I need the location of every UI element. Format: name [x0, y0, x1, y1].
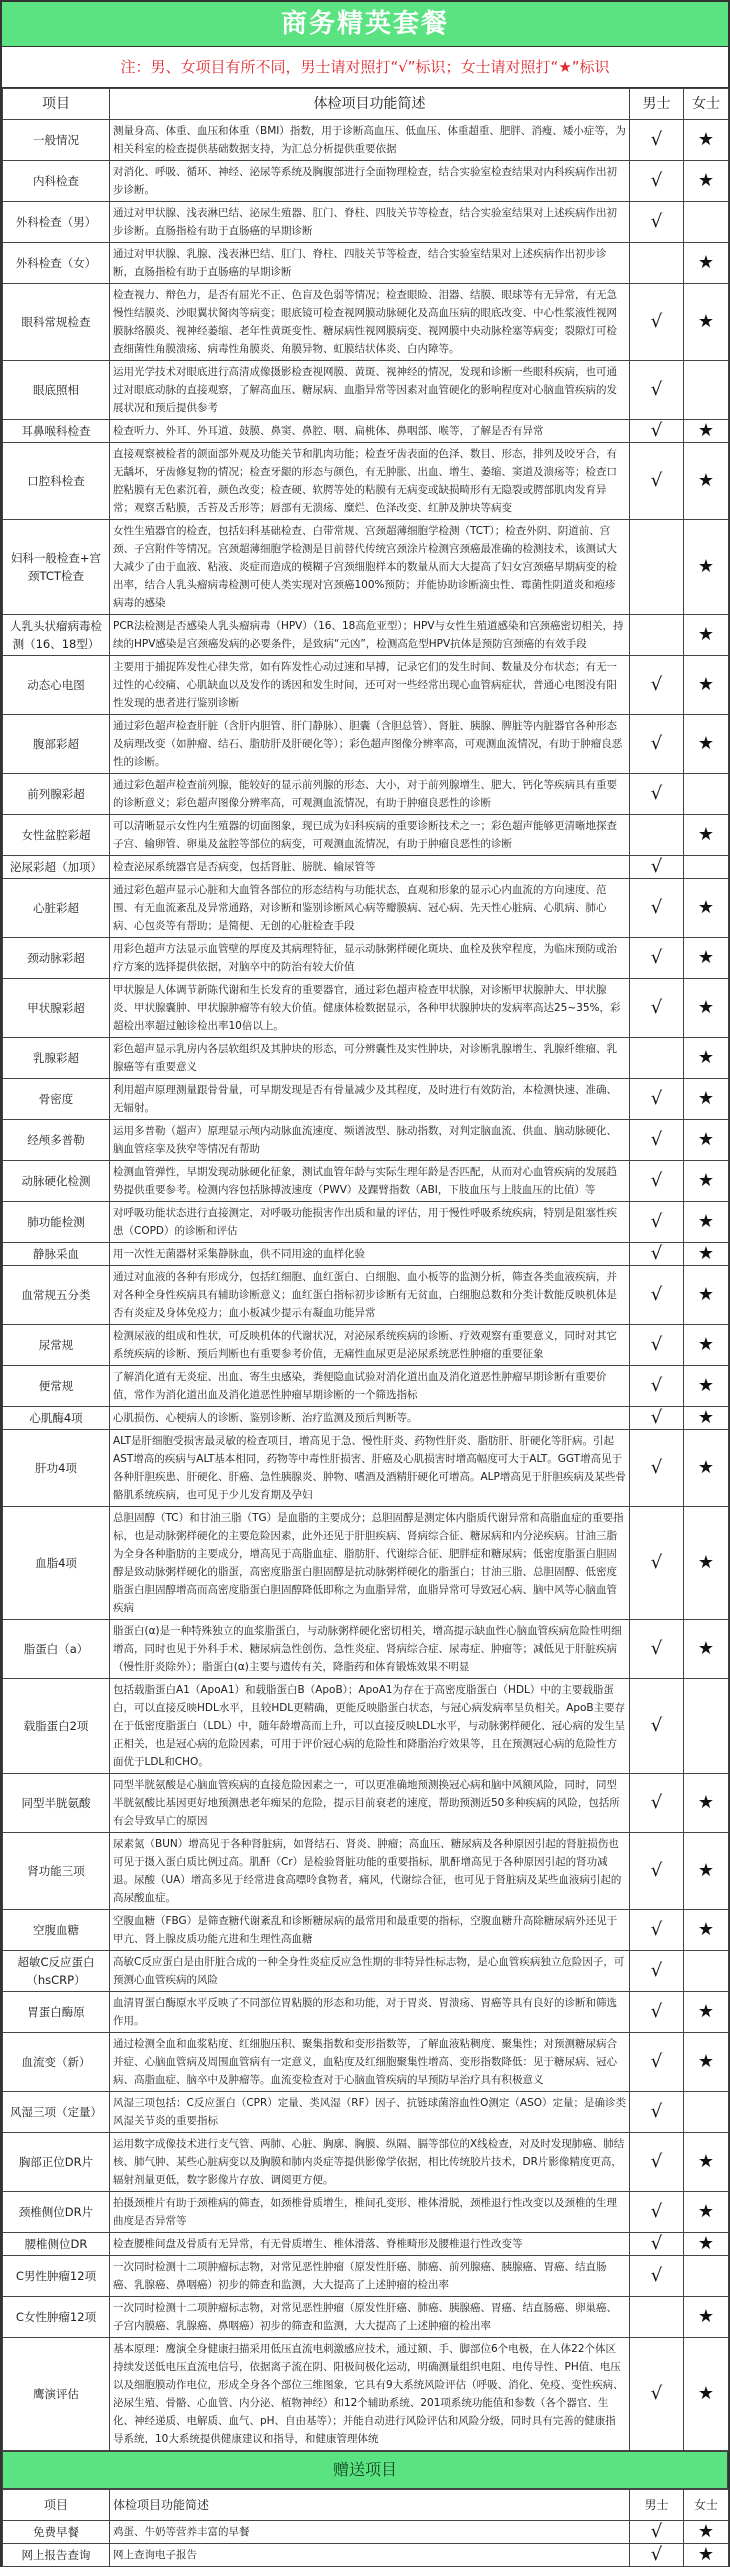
male-check-mark: √: [630, 2521, 684, 2544]
male-check-mark: √: [630, 1407, 684, 1430]
table-row: [3, 615, 729, 656]
table-row: [3, 361, 729, 420]
exam-item-name: 外科检查（女）: [3, 243, 110, 284]
male-check-mark: √: [630, 1325, 684, 1366]
male-check-mark: [630, 520, 684, 615]
female-star-mark: ★: [684, 2521, 729, 2544]
exam-item-desc: 通过对甲状腺、浅表淋巴结、泌尿生殖器、肛门、脊柱、四肢关节等检查，结合实验室结果对上述疾病作出初步诊断。直肠指检有助于直肠癌的早期诊断: [110, 202, 630, 243]
female-star-mark: ★: [684, 2233, 729, 2256]
exam-item-desc: 彩色超声显示乳房内各层软组织及其肿块的形态，可分辨囊性及实性肿块，对诊断乳腺增生、乳腺纤维瘤、乳腺癌等有重要意义: [110, 1038, 630, 1079]
exam-item-desc: 空腹血糖（FBG）是筛查糖代谢紊乱和诊断糖尿病的最常用和最重要的指标，空腹血糖升高除糖尿病外还见于甲亢、肾上腺皮质功能亢进和生理性高血糖: [110, 1910, 630, 1951]
exam-item-name: 免费早餐: [3, 2521, 110, 2544]
table-row: [3, 1951, 729, 1992]
exam-item-desc: 拍摄颈椎片有助于颈椎病的筛查，如颈椎骨质增生，椎间孔变形、椎体滑脱，颈椎退行性改变以及颈椎的生理曲度是否异常等: [110, 2192, 630, 2233]
exam-item-desc: 检测血管弹性，早期发现动脉硬化征象，测试血管年龄与实际生理年龄是否匹配，从而对心血管疾病的发展趋势提供重要参考。检测内容包括脉搏波速度（PWV）及踝臂指数（ABI，下肢血压与上肢血压的比值）等: [110, 1161, 630, 1202]
exam-item-desc: 检查听力、外耳、外耳道、鼓膜、鼻窦、鼻腔、咽、扁桃体、鼻咽部、喉等，了解是否有异常: [110, 420, 630, 443]
male-check-mark: √: [630, 2544, 684, 2567]
table-row: [3, 2338, 729, 2451]
exam-item-name: 脂蛋白（a）: [3, 1620, 110, 1679]
exam-item-desc: 通过对血液的各种有形成分，包括红细胞、血红蛋白、白细胞、血小板等的监测分析，筛查各类血液疾病，并对各种全身性疾病具有辅助诊断意义；血红蛋白指标初步诊断有无贫血，白细胞总数和分类计数能反映机体是否有炎症及身体免疫力；血小板减少提示有凝血功能异常: [110, 1266, 630, 1325]
female-star-mark: ★: [684, 420, 729, 443]
exam-item-desc: 了解消化道有无炎症、出血、寄生虫感染，粪便隐血试验对消化道出血及消化道恶性肿瘤早期诊断有重要价值，常作为消化道出血及消化道恶性肿瘤早期诊断的一个筛选指标: [110, 1366, 630, 1407]
exam-item-name: 腹部彩超: [3, 715, 110, 774]
exam-item-name: 血流变（新）: [3, 2033, 110, 2092]
exam-item-name: 便常规: [3, 1366, 110, 1407]
exam-item-desc: 运用光学技术对眼底进行高清成像摄影检查视网膜、黄斑、视神经的情况，发现和诊断一些眼科疾病，也可通过对眼底动脉的直接观察，了解高血压、糖尿病、血脂异常等因素对血管硬化的影响程度对心脑血管疾病的发展状况和预后提供参考: [110, 361, 630, 420]
table-row: [3, 715, 729, 774]
exam-item-desc: 通过彩色超声检查前列腺，能较好的显示前列腺的形态、大小，对于前列腺增生、肥大、钙化等疾病具有重要的诊断意义；彩色超声图像分辨率高，可观测血流情况，有助于肿瘤良恶性的诊断: [110, 774, 630, 815]
male-check-mark: √: [630, 1079, 684, 1120]
female-star-mark: ★: [684, 656, 729, 715]
male-check-mark: [630, 243, 684, 284]
exam-item-name: 肝功4项: [3, 1430, 110, 1507]
table-row: [3, 1992, 729, 2033]
male-check-mark: √: [630, 2033, 684, 2092]
male-check-mark: √: [630, 1910, 684, 1951]
female-star-mark: ★: [684, 161, 729, 202]
gift-table: [2, 2489, 729, 2567]
female-star-mark: ★: [684, 1325, 729, 1366]
exam-item-desc: 通过彩色超声检查肝脏（含肝内胆管、肝门静脉）、胆囊（含胆总管）、肾脏、胰腺、脾脏等内脏器官各种形态及病理改变（如肿瘤、结石、脂肪肝及肝硬化等）；彩色超声图像分辨率高，可观测血流情况，有助于肿瘤良恶性的诊断。: [110, 715, 630, 774]
header-male: 男士: [630, 89, 684, 120]
male-check-mark: √: [630, 161, 684, 202]
exam-item-name: 经颅多普勒: [3, 1120, 110, 1161]
female-star-mark: ★: [684, 2297, 729, 2338]
exam-item-name: 网上报告查询: [3, 2544, 110, 2567]
exam-item-desc: 一次同时检测十二项肿瘤标志物，对常见恶性肿瘤（原发性肝癌、肺癌、前列腺癌、胰腺癌、胃癌、结直肠癌、乳腺癌、鼻咽癌）初步的筛查和监测，大大提高了上述肿瘤的检出率: [110, 2256, 630, 2297]
exam-item-name: 一般情况: [3, 120, 110, 161]
gift-header-desc: 体检项目功能简述: [110, 2490, 630, 2521]
male-check-mark: √: [630, 1243, 684, 1266]
exam-item-desc: 鸡蛋、牛奶等营养丰富的早餐: [110, 2521, 630, 2544]
exam-item-name: 颈椎侧位DR片: [3, 2192, 110, 2233]
exam-item-name: 鹰演评估: [3, 2338, 110, 2451]
female-star-mark: ★: [684, 1243, 729, 1266]
exam-item-desc: 通过对甲状腺、乳腺、浅表淋巴结、肛门、脊柱、四肢关节等检查，结合实验室结果对上述疾病作出初步诊断，直肠指检有助于直肠癌的早期诊断: [110, 243, 630, 284]
table-row: [3, 1507, 729, 1620]
female-star-mark: ★: [684, 2544, 729, 2567]
female-star-mark: ★: [684, 1202, 729, 1243]
table-row: [3, 2233, 729, 2256]
male-check-mark: √: [630, 120, 684, 161]
exam-item-desc: 基本原理：鹰演全身健康扫描采用低压直流电刺激感应技术，通过额、手、脚部位6个电极，在人体22个体区持续发送低电压直流电信号，依据离子流在阴、阳极间极化运动，明确测量组织电阻、电传导性、PH值、电压以及细胞膜动作电位，形成全身各个部位三维图象，它具有9大系统风险评估（呼吸、消化、免疫、变性疾病、泌尿生殖、骨骼、心血管、内分泌、植物神经）和12个辅助系统、201项系统功能值和参数（各个器官、生化、神经递质、电解质、血气、pH、自由基等）；并能自动进行风险评估和风险分级，同时具有完善的健康指导系统，10大系统提供健康建议和指导，和健康管理体统: [110, 2338, 630, 2451]
female-star-mark: ★: [684, 1038, 729, 1079]
table-row: [3, 1430, 729, 1507]
exam-item-name: 同型半胱氨酸: [3, 1774, 110, 1833]
table-row: [3, 1038, 729, 1079]
table-row: [3, 443, 729, 520]
male-check-mark: √: [630, 879, 684, 938]
exam-item-name: 风湿三项（定量）: [3, 2092, 110, 2133]
female-star-mark: ★: [684, 1430, 729, 1507]
female-star-mark: ★: [684, 938, 729, 979]
exam-item-name: 心脏彩超: [3, 879, 110, 938]
gender-note: 注：男、女项目有所不同，男士请对照打“√”标识；女士请对照打“★”标识: [2, 47, 728, 88]
female-star-mark: ★: [684, 1266, 729, 1325]
female-star-mark: ★: [684, 1120, 729, 1161]
female-star-mark: [684, 1679, 729, 1774]
table-header: [3, 89, 729, 120]
exam-item-desc: 对呼吸功能状态进行直接测定，对呼吸功能损害作出质和量的评估，用于慢性呼吸系统疾病，特别是阻塞性疾患（COPD）的诊断和评估: [110, 1202, 630, 1243]
exam-item-desc: 检测尿液的组成和性状，可反映机体的代谢状况，对泌尿系统疾病的诊断、疗效观察有重要意义，同时对其它系统疾病的诊断、预后判断也有重要参考价值，无痛性血尿更是泌尿系统恶性肿瘤的重要征象: [110, 1325, 630, 1366]
exam-item-desc: 风湿三项包括：C反应蛋白（CPR）定量、类风湿（RF）因子、抗链球菌溶血性O测定（ASO）定量；是确诊类风湿关节炎的重要指标: [110, 2092, 630, 2133]
exam-item-name: 内科检查: [3, 161, 110, 202]
exam-item-desc: 主要用于捕捉阵发性心律失常，如有阵发性心动过速和早搏，记录它们的发生时间、数量及分布状态；有无一过性的心绞痛、心肌缺血以及发作的诱因和发生时间，还可对一些经常出现心血管病症状，普通心电图没有阳性发现的患者进行鉴别诊断: [110, 656, 630, 715]
female-star-mark: ★: [684, 879, 729, 938]
gift-header-female: 女士: [684, 2490, 729, 2521]
table-row: [3, 1679, 729, 1774]
exam-item-desc: 通过检测全血和血浆粘度、红细胞压积、聚集指数和变形指数等，了解血液粘稠度、聚集性；对预测糖尿病合并症、心脑血管病及周围血管病有一定意义，血粘度及红细胞聚集性增高、变形指数降低：见于糖尿病、冠心病、高脂血症、脑卒中及肿瘤等。血流变检查对于心脑血管疾病的早预防早治疗具有积极意义: [110, 2033, 630, 2092]
exam-item-name: 乳腺彩超: [3, 1038, 110, 1079]
exam-item-name: 颈动脉彩超: [3, 938, 110, 979]
table-row: [3, 2092, 729, 2133]
exam-item-desc: 甲状腺是人体调节新陈代谢和生长发育的重要器官，通过彩色超声检查甲状腺，对诊断甲状腺肿大、甲状腺炎、甲状腺囊肿、甲状腺肿瘤等有较大价值。健康体检数据显示，各种甲状腺肿块的发病率高达25~35%，彩超检出率超过触诊检出率10倍以上。: [110, 979, 630, 1038]
exam-item-name: 静脉采血: [3, 1243, 110, 1266]
exam-item-name: C女性肿瘤12项: [3, 2297, 110, 2338]
female-star-mark: ★: [684, 815, 729, 856]
male-check-mark: √: [630, 1992, 684, 2033]
male-check-mark: √: [630, 361, 684, 420]
exam-item-name: 胸部正位DR片: [3, 2133, 110, 2192]
exam-item-name: 超敏C反应蛋白（hsCRP）: [3, 1951, 110, 1992]
table-row: [3, 879, 729, 938]
gift-header-male: 男士: [630, 2490, 684, 2521]
gift-header: [3, 2490, 729, 2521]
female-star-mark: ★: [684, 1407, 729, 1430]
female-star-mark: ★: [684, 2033, 729, 2092]
exam-item-desc: 检查泌尿系统器官是否病变，包括肾脏、膀胱、输尿管等: [110, 856, 630, 879]
male-check-mark: √: [630, 2133, 684, 2192]
exam-item-name: 外科检查（男）: [3, 202, 110, 243]
exam-item-name: 血常规五分类: [3, 1266, 110, 1325]
exam-item-desc: 高敏C反应蛋白是由肝脏合成的一种全身性炎症反应急性期的非特异性标志物，是心血管疾病独立危险因子，可预测心血管疾病的风险: [110, 1951, 630, 1992]
header-desc: 体检项目功能简述: [110, 89, 630, 120]
page-title: 商务精英套餐: [2, 2, 728, 47]
table-row: [3, 774, 729, 815]
male-check-mark: √: [630, 1620, 684, 1679]
female-star-mark: [684, 856, 729, 879]
female-star-mark: ★: [684, 615, 729, 656]
male-check-mark: √: [630, 1120, 684, 1161]
female-star-mark: ★: [684, 1620, 729, 1679]
table-row: [3, 1079, 729, 1120]
exam-item-name: 口腔科检查: [3, 443, 110, 520]
exam-item-name: 血脂4项: [3, 1507, 110, 1620]
table-row: [3, 1366, 729, 1407]
exam-item-name: 人乳头状瘤病毒检测（16、18型）: [3, 615, 110, 656]
table-row: [3, 938, 729, 979]
male-check-mark: √: [630, 2092, 684, 2133]
male-check-mark: √: [630, 938, 684, 979]
exam-item-desc: ALT是肝细胞受损害最灵敏的检查项目，增高见于急、慢性肝炎、药物性肝炎、脂肪肝、肝硬化等肝病。引起AST增高的疾病与ALT基本相同，药物等中毒性肝损害、肝癌及心肌损害时增高幅度可大于ALT。GGT增高见于各种肝胆疾患、肝硬化、肝癌、急性胰腺炎、肿物、嗜酒及酒精肝硬化可增高。ALP增高见于肝胆疾病及某些骨骼肌系统疾病，也可见于少儿发育期及孕妇: [110, 1430, 630, 1507]
male-check-mark: √: [630, 1507, 684, 1620]
female-star-mark: [684, 2092, 729, 2133]
exam-item-desc: 心肌损伤、心梗病人的诊断、鉴别诊断、治疗监测及预后判断等。: [110, 1407, 630, 1430]
male-check-mark: √: [630, 1951, 684, 1992]
male-check-mark: √: [630, 1366, 684, 1407]
table-row: [3, 1161, 729, 1202]
table-row: [3, 1120, 729, 1161]
female-star-mark: ★: [684, 1992, 729, 2033]
exam-item-name: 眼科常规检查: [3, 284, 110, 361]
exam-item-name: 尿常规: [3, 1325, 110, 1366]
table-row: [3, 1774, 729, 1833]
exam-item-desc: 血清胃蛋白酶原水平反映了不同部位胃粘膜的形态和功能，对于胃炎、胃溃疡、胃癌等具有良好的诊断和筛选作用。: [110, 1992, 630, 2033]
exam-item-name: 女性盆腔彩超: [3, 815, 110, 856]
male-check-mark: √: [630, 1774, 684, 1833]
exam-item-name: 动脉硬化检测: [3, 1161, 110, 1202]
female-star-mark: ★: [684, 120, 729, 161]
exam-item-name: 心肌酶4项: [3, 1407, 110, 1430]
table-row: [3, 2521, 729, 2544]
exam-item-desc: 同型半胱氨酸是心脑血管疾病的直接危险因素之一，可以更准确地预测换冠心病和脑中风额风险，同时，同型半胱氨酸比基因更好地预测患老年痴呆的危险，提示目前衰老的速度，帮助预测近50多种疾病的风险，包括所有会导致早亡的原因: [110, 1774, 630, 1833]
table-row: [3, 656, 729, 715]
male-check-mark: √: [630, 443, 684, 520]
exam-item-name: 肺功能检测: [3, 1202, 110, 1243]
exam-item-desc: 测量身高、体重、血压和体重（BMI）指数，用于诊断高血压、低血压、体重超重、肥胖、消瘦、矮小症等，为相关科室的检查提供基础数据支持，为汇总分析提供重要依据: [110, 120, 630, 161]
male-check-mark: √: [630, 202, 684, 243]
table-row: [3, 815, 729, 856]
male-check-mark: √: [630, 1833, 684, 1910]
male-check-mark: [630, 2297, 684, 2338]
female-star-mark: ★: [684, 979, 729, 1038]
exam-item-name: 肾功能三项: [3, 1833, 110, 1910]
table-row: [3, 161, 729, 202]
table-row: [3, 2544, 729, 2567]
exam-item-desc: 利用超声原理测量跟骨骨量，可早期发现是否有骨量减少及其程度，及时进行有效防治，本检测快速、准确、无辐射。: [110, 1079, 630, 1120]
gift-section-title: 赠送项目: [2, 2451, 728, 2489]
exam-item-desc: 检查腰椎间盘及骨质有无异常，有无骨质增生、椎体滑落、脊椎畸形及腰椎退行性改变等: [110, 2233, 630, 2256]
female-star-mark: ★: [684, 520, 729, 615]
table-row: [3, 2133, 729, 2192]
female-star-mark: ★: [684, 1833, 729, 1910]
male-check-mark: √: [630, 774, 684, 815]
table-row: [3, 856, 729, 879]
table-row: [3, 284, 729, 361]
exam-item-name: 载脂蛋白2项: [3, 1679, 110, 1774]
male-check-mark: √: [630, 2338, 684, 2451]
exam-item-desc: PCR法检测是否感染人乳头瘤病毒（HPV）（16、18高危亚型）；HPV与女性生殖道感染和宫颈癌密切相关，持续的HPV感染是宫颈癌发病的必要条件，是致病“元凶”，检测高危型HPV抗体是预防宫颈癌的有效手段: [110, 615, 630, 656]
exam-item-desc: 可以清晰显示女性内生殖器的切面图象，现已成为妇科疾病的重要诊断技术之一；彩色超声能够更清晰地探查子宫、输卵管、卵巢及盆腔等部位的病变，可观测血流情况，有助于肿瘤良恶性的诊断: [110, 815, 630, 856]
male-check-mark: √: [630, 2233, 684, 2256]
table-row: [3, 1407, 729, 1430]
exam-item-desc: 用彩色超声方法显示血管壁的厚度及其病理特征，显示动脉粥样硬化斑块、血栓及狭窄程度，为临床预防或治疗方案的选择提供依据，对脑卒中的防治有较大价值: [110, 938, 630, 979]
exam-item-desc: 包括载脂蛋白A1（ApoA1）和载脂蛋白B（ApoB）；ApoA1为存在于高密度脂蛋白（HDL）中的主要载脂蛋白，可以直接反映HDL水平，且较HDL更精确，更能反映脂蛋白状态，与冠心病发病率呈负相关。ApoB主要存在于低密度脂蛋白（LDL）中，随年龄增高而上升，可以直接反映LDL水平，与动脉粥样硬化、冠心病的发生呈正相关，也是冠心病的危险因素，可用于评价冠心病的危险性和降脂治疗效果等，且在预测冠心病的危险性方面优于LDL和CHO。: [110, 1679, 630, 1774]
exam-item-desc: 脂蛋白(α)是一种特殊独立的血浆脂蛋白，与动脉粥样硬化密切相关，增高提示缺血性心脑血管疾病危险性明细增高，同时也见于外科手术、糖尿病急性创伤、急性炎症、肾病综合症、尿毒症、肿瘤等；减低见于肝脏疾病（慢性肝炎除外）；脂蛋白(α)主要与遗传有关，降脂药和体育锻炼效果不明显: [110, 1620, 630, 1679]
male-check-mark: √: [630, 1679, 684, 1774]
header-item: 项目: [3, 89, 110, 120]
female-star-mark: [684, 774, 729, 815]
female-star-mark: ★: [684, 2133, 729, 2192]
gift-header-item: 项目: [3, 2490, 110, 2521]
female-star-mark: [684, 361, 729, 420]
exam-item-desc: 一次同时检测十二项肿瘤标志物，对常见恶性肿瘤（原发性肝癌、肺癌、胰腺癌、胃癌、结直肠癌、卵巢癌、子宫内膜癌、乳腺癌、鼻咽癌）初步的筛查和监测，大大提高了上述肿瘤的检出率: [110, 2297, 630, 2338]
male-check-mark: √: [630, 2192, 684, 2233]
exam-item-desc: 运用数字成像技术进行支气管、两肺、心脏、胸廓、胸膜、纵隔、膈等部位的X线检查，对及时发现肺癌、肺结核、肺气肿、某些心脏病变以及胸膜和肺内炎症等提供影像学依据，相比传统胶片技术，DR片影像精度更高，辐射剂量更低，数字影像片存放、调阅更方便。: [110, 2133, 630, 2192]
exam-item-name: 耳鼻喉科检查: [3, 420, 110, 443]
exam-item-name: 眼底照相: [3, 361, 110, 420]
female-star-mark: ★: [684, 443, 729, 520]
male-check-mark: √: [630, 656, 684, 715]
female-star-mark: ★: [684, 243, 729, 284]
male-check-mark: √: [630, 715, 684, 774]
exam-item-desc: 用一次性无菌器材采集静脉血，供不同用途的血样化验: [110, 1243, 630, 1266]
table-row: [3, 1202, 729, 1243]
table-row: [3, 1910, 729, 1951]
table-row: [3, 2033, 729, 2092]
exam-item-name: 空腹血糖: [3, 1910, 110, 1951]
table-row: [3, 2297, 729, 2338]
exam-item-desc: 对消化、呼吸、循环、神经、泌尿等系统及胸腹部进行全面物理检查，结合实验室检查结果对内科疾病作出初步诊断。: [110, 161, 630, 202]
female-star-mark: ★: [684, 1774, 729, 1833]
table-row: [3, 2256, 729, 2297]
table-row: [3, 202, 729, 243]
table-row: [3, 1620, 729, 1679]
header-female: 女士: [684, 89, 729, 120]
female-star-mark: ★: [684, 2192, 729, 2233]
female-star-mark: ★: [684, 1366, 729, 1407]
female-star-mark: ★: [684, 2338, 729, 2451]
male-check-mark: √: [630, 1266, 684, 1325]
exam-item-name: 腰椎侧位DR: [3, 2233, 110, 2256]
exam-item-desc: 检查视力、辩色力，是否有屈光不正、色盲及色弱等情况；检查眼睑、泪器、结膜、眼球等有无异常，有无急慢性结膜炎、沙眼翼状胬肉等病变；眼底镜可检查视网膜动脉硬化及高血压病的眼底改变、中心性浆液性视网膜脉络膜炎、视神经萎缩、老年性黄斑变性、糖尿病性视网膜病变、视网膜中央动脉栓塞等病变；裂隙灯可检查细菌性角膜溃疡、病毒性角膜炎、角膜异物、虹膜结状体炎、白内障等。: [110, 284, 630, 361]
exam-item-name: 妇科一般检查+宫颈TCT检查: [3, 520, 110, 615]
exam-item-desc: 女性生殖器官的检查，包括妇科基础检查、白带常规、宫颈超薄细胞学检测（TCT）；检查外阴、阴道前、宫颈、子宫附件等情况。宫颈超薄细胞学检测是目前替代传统宫颈涂片检测宫颈癌最准确的检测技术，该测试大大减少了由于血液、粘液、炎症而造成的模糊子宫颈细胞样本的数量从而大大提高了妇女宫颈癌早期病变的检出率，结合人乳头瘤病毒检测可使人类实现对宫颈癌100%预防；并能协助诊断滴虫性、霉菌性阴道炎和疱疹病毒的感染: [110, 520, 630, 615]
male-check-mark: √: [630, 856, 684, 879]
table-row: [3, 243, 729, 284]
table-row: [3, 1325, 729, 1366]
exam-item-name: C男性肿瘤12项: [3, 2256, 110, 2297]
table-row: [3, 420, 729, 443]
exam-item-desc: 总胆固醇（TC）和甘油三脂（TG）是血脂的主要成分；总胆固醇是测定体内脂质代谢异常和高脂血症的重要指标，也是动脉粥样硬化的主要危险因素，此外还见于肝胆疾病、肾病综合征、糖尿病和内分泌疾病。甘油三脂为全身各种脂肪的主要成分，增高见于高脂血症、脂肪肝、代谢综合征、肥胖症和糖尿病；低密度脂蛋白胆固醇是致动脉粥样硬化的脂蛋，高密度脂蛋白胆固醇是抗动脉粥样硬化的脂蛋白；甘油三脂、总胆固醇、低密度脂蛋白胆固醇增高而高密度脂蛋白胆固醇降低即称之为血脂异常，血脂异常可导致冠心病、脑中风等心脑血管疾病: [110, 1507, 630, 1620]
male-check-mark: √: [630, 1161, 684, 1202]
table-row: [3, 120, 729, 161]
female-star-mark: ★: [684, 284, 729, 361]
exam-item-desc: 网上查询电子报告: [110, 2544, 630, 2567]
exam-item-desc: 运用多普勒（超声）原理显示颅内动脉血流速度、频谱波型、脉动指数，对判定脑血流、供血、脑动脉硬化、脑血管痉挛及狭窄等情况有帮助: [110, 1120, 630, 1161]
male-check-mark: [630, 1038, 684, 1079]
table-row: [3, 1833, 729, 1910]
exam-item-name: 胃蛋白酶原: [3, 1992, 110, 2033]
exam-item-name: 动态心电图: [3, 656, 110, 715]
male-check-mark: √: [630, 979, 684, 1038]
female-star-mark: [684, 1951, 729, 1992]
female-star-mark: ★: [684, 1161, 729, 1202]
female-star-mark: [684, 2256, 729, 2297]
exam-table: [2, 88, 729, 2451]
table-row: [3, 979, 729, 1038]
female-star-mark: [684, 202, 729, 243]
male-check-mark: √: [630, 2256, 684, 2297]
table-row: [3, 520, 729, 615]
male-check-mark: [630, 815, 684, 856]
male-check-mark: √: [630, 1430, 684, 1507]
female-star-mark: ★: [684, 1910, 729, 1951]
table-row: [3, 2192, 729, 2233]
female-star-mark: ★: [684, 1079, 729, 1120]
male-check-mark: √: [630, 1202, 684, 1243]
exam-item-name: 甲状腺彩超: [3, 979, 110, 1038]
exam-item-desc: 直接观察被检者的颌面部外观及功能关节和肌肉功能；检查牙齿表面的色泽、数目、形态，排列及咬牙合，有无龋坏，牙齿修复物的情况；检查牙龈的形态与颜色，有无肿胀、出血、增生、萎缩、窦道及溃疡等；检查口腔粘膜有无色素沉着，颜色改变；检查硬、软腭等处的粘膜有无病变或缺损畸形有无隐裂或腭部肌肉发育异常；观察舌粘膜，舌苔及舌形等；唇部有无溃疡、糜烂、色泽改变、红肿及肿块等病变: [110, 443, 630, 520]
exam-item-desc: 通过彩色超声显示心脏和大血管各部位的形态结构与功能状态，直观和形象的显示心内血流的方向速度、范围、有无血流紊乱及异常通路，对诊断和鉴别诊断风心病等瓣膜病、冠心病、先天性心脏病、心肌病、肺心病、心包炎等有帮助；是简便、无创的心脏检查手段: [110, 879, 630, 938]
table-row: [3, 1243, 729, 1266]
exam-item-name: 骨密度: [3, 1079, 110, 1120]
exam-item-name: 泌尿彩超（加项）: [3, 856, 110, 879]
exam-item-name: 前列腺彩超: [3, 774, 110, 815]
table-row: [3, 1266, 729, 1325]
exam-item-desc: 尿素氮（BUN）增高见于各种肾脏病，如肾结石、肾炎、肿瘤；高血压、糖尿病及各种原因引起的肾脏损伤也可见于摄入蛋白质比例过高。肌酐（Cr）是检验肾脏功能的重要指标，肌酐增高见于各种原因引起的肾功减退。尿酸（UA）增高多见于经常进食高嘌呤食物者，痛风，代谢综合征，也可见于肾脏病及某些血液病引起的高尿酸血症。: [110, 1833, 630, 1910]
female-star-mark: ★: [684, 1507, 729, 1620]
male-check-mark: √: [630, 284, 684, 361]
male-check-mark: [630, 615, 684, 656]
female-star-mark: ★: [684, 715, 729, 774]
male-check-mark: √: [630, 420, 684, 443]
